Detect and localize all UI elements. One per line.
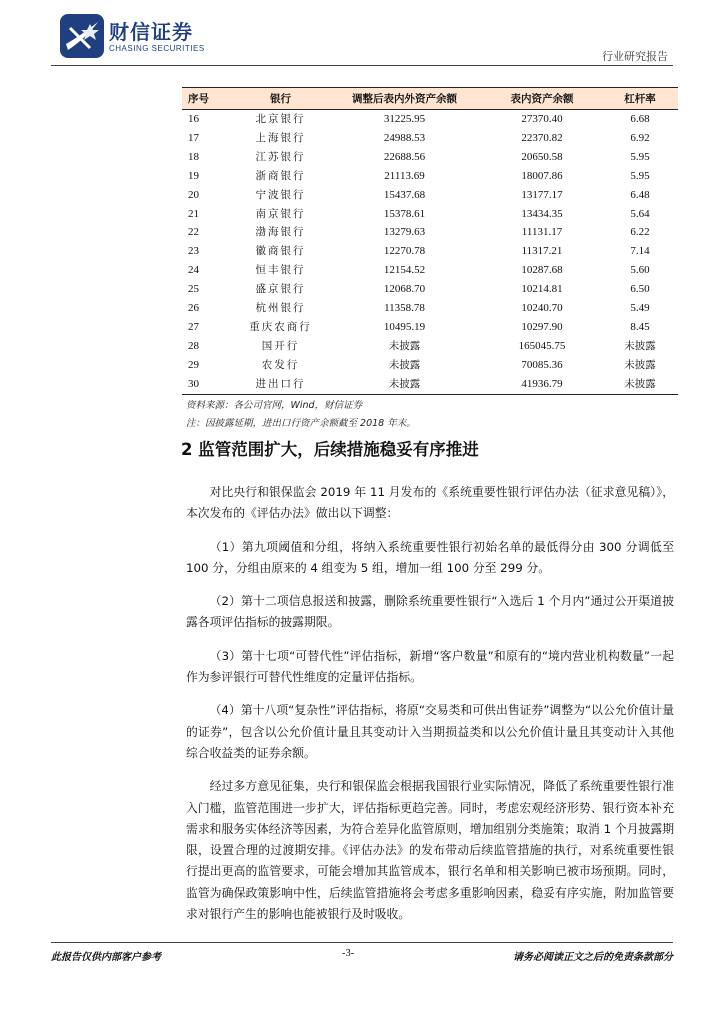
table-row xyxy=(182,167,678,186)
paragraph: 对比央行和银保监会 2019 年 11 月发布的《系统重要性银行评估办法（征求意见稿）》，本次发布的《评估办法》做出以下调整： xyxy=(186,485,674,521)
cell-onbalance-assets: 10240.70 xyxy=(521,302,563,315)
column-header-adjusted-assets: 调整后表内外资产余额 xyxy=(327,88,482,110)
cell-no: 20 xyxy=(188,188,199,201)
footnote: 注：因披露延期，进出口行资产余额截至 2018 年末。 xyxy=(186,418,416,429)
cell-bank: 南京银行 xyxy=(255,207,306,220)
cell-adjusted-assets: 未披露 xyxy=(388,358,421,371)
table-row xyxy=(182,129,678,148)
column-header-no: 序号 xyxy=(182,88,234,110)
paragraph: （4）第十八项“复杂性”评估指标，将原“交易类和可供出售证券”调整为“以公允价值计量的证券”，包含以公允价值计量且其变动计入当期损益类和以公允价值计量且其变动计入其他综合收益类的证券余额。 xyxy=(186,703,674,760)
table-header-row xyxy=(182,88,678,110)
cell-onbalance-assets: 27370.40 xyxy=(521,113,563,125)
cell-adjusted-assets: 12270.78 xyxy=(383,245,426,258)
cell-no: 30 xyxy=(182,375,234,394)
cell-no: 29 xyxy=(188,358,199,371)
report-type-label: 行业研究报告 xyxy=(602,50,668,63)
cell-adjusted-assets: 12068.70 xyxy=(383,283,426,296)
cell-adjusted-assets: 13279.63 xyxy=(383,226,426,239)
cell-adjusted-assets: 15378.61 xyxy=(383,207,426,220)
cell-adjusted-assets: 31225.95 xyxy=(383,113,426,125)
cell-onbalance-assets: 20650.58 xyxy=(521,150,563,163)
paragraph: （1）第九项阈值和分组，将纳入系统重要性银行初始名单的最低得分由 300 分调低至 100 分，分组由原来的 4 组变为 5 组，增加一组 100 分至 299 分。 xyxy=(186,539,674,575)
column-header-leverage: 杠杆率 xyxy=(602,88,678,110)
cell-no: 21 xyxy=(188,207,199,220)
logo-english-name: CHASING SECURITIES xyxy=(109,44,205,53)
page-number: -3- xyxy=(342,948,355,959)
cell-onbalance-assets: 70085.36 xyxy=(521,358,563,371)
cell-bank: 重庆农商行 xyxy=(249,320,312,333)
footer-divider xyxy=(51,942,673,943)
cell-onbalance-assets: 41936.79 xyxy=(482,375,602,394)
leverage-table xyxy=(182,87,678,395)
cell-bank: 恒丰银行 xyxy=(255,264,306,277)
column-header-onbalance-assets: 表内资产余额 xyxy=(482,88,602,110)
cell-bank: 浙商银行 xyxy=(255,169,306,182)
table-row xyxy=(182,337,678,356)
cell-leverage: 未披露 xyxy=(602,375,678,394)
paragraph: （3）第十七项“可替代性”评估指标，新增“客户数量”和原有的“境内营业机构数量”一起作为参评银行可替代性维度的定量评估指标。 xyxy=(186,648,674,685)
cell-onbalance-assets: 11317.21 xyxy=(521,245,563,258)
cell-bank: 渤海银行 xyxy=(255,226,306,239)
table-row xyxy=(182,148,678,167)
cell-adjusted-assets: 22688.56 xyxy=(383,150,426,163)
table-notes xyxy=(186,397,416,433)
table-row xyxy=(182,318,678,337)
cell-adjusted-assets: 21113.69 xyxy=(384,169,425,182)
cell-onbalance-assets: 10287.68 xyxy=(521,264,563,277)
source-note: 资料来源：各公司官网，Wind，财信证券 xyxy=(186,400,363,411)
footer-disclaimer-left: 此报告仅供内部客户参考 xyxy=(51,952,161,963)
cell-adjusted-assets: 10495.19 xyxy=(383,320,426,333)
cell-leverage: 未披露 xyxy=(624,358,656,371)
cell-leverage: 7.14 xyxy=(630,245,650,258)
page-header xyxy=(0,0,724,70)
logo-chinese-name: 财信证券 xyxy=(109,20,193,44)
cell-onbalance-assets: 11131.17 xyxy=(521,226,563,239)
cell-bank: 杭州银行 xyxy=(255,302,306,315)
cell-bank: 上海银行 xyxy=(255,131,306,144)
table-row xyxy=(182,223,678,242)
cell-leverage: 6.92 xyxy=(630,131,650,144)
table-row xyxy=(182,356,678,375)
table-row xyxy=(182,186,678,205)
table-row xyxy=(182,110,678,129)
header-divider xyxy=(51,65,673,66)
leverage-table-container xyxy=(182,87,678,395)
table-row xyxy=(182,261,678,280)
cell-bank: 江苏银行 xyxy=(255,150,306,163)
body-text xyxy=(186,482,674,937)
cell-adjusted-assets: 未披露 xyxy=(388,339,421,352)
cell-leverage: 6.48 xyxy=(630,188,650,201)
cell-leverage: 5.95 xyxy=(630,169,650,182)
cell-no: 22 xyxy=(188,226,199,239)
table-body xyxy=(182,110,678,395)
table-row xyxy=(182,205,678,224)
cell-onbalance-assets: 10214.81 xyxy=(521,283,563,296)
cell-adjusted-assets: 15437.68 xyxy=(383,188,426,201)
cell-no: 19 xyxy=(188,169,199,182)
cell-adjusted-assets: 11358.78 xyxy=(384,302,425,315)
cell-bank: 盛京银行 xyxy=(255,283,306,296)
table-row xyxy=(182,299,678,318)
cell-leverage: 未披露 xyxy=(624,339,656,352)
cell-leverage: 8.45 xyxy=(630,320,650,333)
cell-no: 23 xyxy=(188,245,199,258)
cell-no: 16 xyxy=(188,113,199,125)
cell-bank: 进出口行 xyxy=(234,375,327,394)
cell-bank: 国开行 xyxy=(261,339,300,352)
footer-disclaimer-right: 请务必阅读正文之后的免责条款部分 xyxy=(513,952,673,963)
cell-adjusted-assets: 24988.53 xyxy=(383,131,426,144)
cell-no: 18 xyxy=(188,150,199,163)
cell-no: 26 xyxy=(188,302,199,315)
cell-leverage: 6.68 xyxy=(630,113,650,125)
cell-adjusted-assets: 12154.52 xyxy=(383,264,426,277)
cell-onbalance-assets: 18007.86 xyxy=(521,169,563,182)
cell-onbalance-assets: 165045.75 xyxy=(518,339,566,352)
cell-onbalance-assets: 22370.82 xyxy=(521,131,563,144)
cell-bank: 北京银行 xyxy=(255,113,306,125)
cell-onbalance-assets: 10297.90 xyxy=(521,320,563,333)
cell-leverage: 6.22 xyxy=(630,226,650,239)
column-header-bank: 银行 xyxy=(234,88,327,110)
cell-onbalance-assets: 13434.35 xyxy=(521,207,563,220)
cell-no: 24 xyxy=(188,264,199,277)
paragraph: 经过多方意见征集，央行和银保监会根据我国银行业实际情况，降低了系统重要性银行准入门槛，监管范围进一步扩大，评估指标更趋完善。同时，考虑宏观经济形势、银行资本补充需求和服务实体经济等因素，为符合差异化监管原则，增加组别分类施策；取消 1 个月披露期限，设置合理的过渡期安排。《评估办法》的发布带动后续监管措施的执行，对系统重要性银行提出更高的监管要求，可能会增加其监管成本，银行名单和相关影响已被市场预期。同时，监管为确保政策影响中性，后续监管措施将会考虑多重影响因素，稳妥有序实施，附加监管要求对银行产生的影响也能被银行及时吸收。 xyxy=(186,779,674,922)
table-row xyxy=(182,280,678,299)
table-row xyxy=(182,375,678,394)
cell-onbalance-assets: 13177.17 xyxy=(521,188,563,201)
cell-no: 25 xyxy=(188,283,199,296)
cell-no: 17 xyxy=(188,131,199,144)
company-logo xyxy=(60,14,205,60)
cell-leverage: 5.95 xyxy=(630,150,650,163)
paragraph: （2）第十二项信息报送和披露，删除系统重要性银行“入选后 1 个月内”通过公开渠道披露各项评估指标的披露期限。 xyxy=(186,594,674,630)
cell-leverage: 5.64 xyxy=(630,207,650,220)
cell-bank: 农发行 xyxy=(261,358,300,371)
chasing-logo-icon xyxy=(60,14,104,58)
table-row xyxy=(182,242,678,261)
cell-no: 28 xyxy=(188,339,199,352)
cell-adjusted-assets: 未披露 xyxy=(327,375,482,394)
cell-leverage: 5.60 xyxy=(630,264,650,277)
cell-leverage: 5.49 xyxy=(630,302,650,315)
cell-bank: 宁波银行 xyxy=(255,188,306,201)
cell-leverage: 6.50 xyxy=(630,283,650,296)
cell-no: 27 xyxy=(188,320,199,333)
section-heading: 2 监管范围扩大，后续措施稳妥有序推进 xyxy=(181,440,479,459)
cell-bank: 徽商银行 xyxy=(255,245,306,258)
